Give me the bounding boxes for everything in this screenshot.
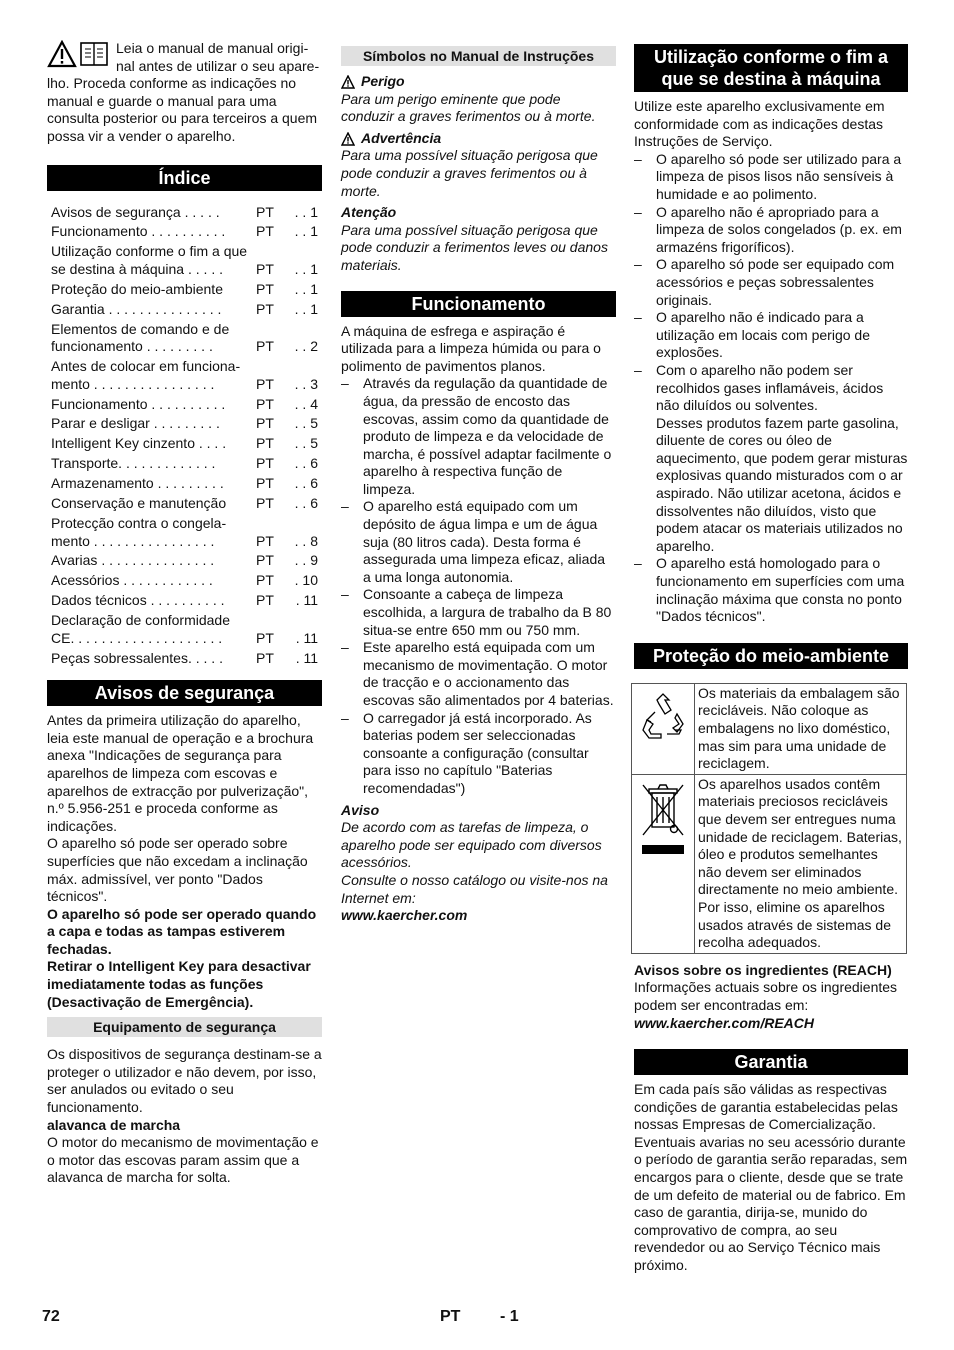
list-item: – Consoante a cabeça de limpeza escolhida, a largura de trabalho da B 80 situa-se entre 650 mm ou 750 mm. <box>341 586 616 639</box>
toc-language: PT <box>256 260 274 277</box>
toc-row[interactable] <box>47 552 322 570</box>
toc-title: Avisos de segurança . . . . . <box>51 203 220 220</box>
toc-page: . . 4 <box>294 395 318 412</box>
column-right <box>634 40 908 1275</box>
toc-page: . 11 <box>295 592 318 609</box>
danger-label-row <box>341 73 616 91</box>
toc-page: . . 1 <box>294 203 318 220</box>
toc-language: PT <box>256 435 274 452</box>
toc-page: . 10 <box>294 572 318 589</box>
intro-line-2: nal antes de utilizar o seu apare- <box>116 57 320 74</box>
list-item: – O aparelho está homologado para o funcionamento em superfícies com uma inclinação máxima que consta no ponto "Dados técnicos". <box>634 555 908 625</box>
toc-row[interactable] <box>47 650 322 668</box>
toc-language: PT <box>256 223 274 240</box>
warning-text: Para uma possível situação perigosa que pode conduzir a graves ferimentos ou à morte. <box>341 147 598 199</box>
toc-title: Garantia . . . . . . . . . . . . . . . <box>51 300 222 317</box>
page-number: 72 <box>42 1308 60 1325</box>
symbols-heading: Símbolos no Manual de Instruções <box>341 46 616 66</box>
toc-page: . . 9 <box>294 552 318 569</box>
toc-page: . . 6 <box>294 475 318 492</box>
toc-page: . . 6 <box>294 495 318 512</box>
toc-row[interactable] <box>47 358 322 393</box>
toc-page: . . 2 <box>294 338 318 355</box>
toc-page: . . 5 <box>294 435 318 452</box>
toc-title: Declaração de conformidade CE. . . . . . . . . . . . . . . . . . . . <box>51 612 230 646</box>
toc-page: . . 3 <box>294 375 318 392</box>
warning-triangle-icon <box>341 75 355 89</box>
intro-text: lho. Proceda conforme as indicações no manual e guarde o manual para uma consulta posterior ou para terceiros a quem possa vir a vender o aparelho. <box>47 75 318 144</box>
toc-language: PT <box>256 375 274 392</box>
toc-title: Acessórios . . . . . . . . . . . . <box>51 572 213 589</box>
toc-language: PT <box>256 203 274 220</box>
toc-language: PT <box>256 552 274 569</box>
toc-title: Peças sobressalentes. . . . . <box>51 649 223 666</box>
toc-title: Utilização conforme o fim a que se destina à máquina . . . . . <box>51 243 248 277</box>
toc-title: Dados técnicos . . . . . . . . . . <box>51 592 225 609</box>
warning-label: Advertência <box>361 129 442 146</box>
safety-paragraph-2: O aparelho só pode ser operado sobre superfícies que não excedam a inclinação máx. admissível, ver ponto "Dados técnicos". <box>47 835 308 905</box>
environment-table <box>631 683 907 954</box>
toc-title: Parar e desligar . . . . . . . . . <box>51 415 220 432</box>
toc-row[interactable] <box>47 396 322 414</box>
toc-title: Transporte. . . . . . . . . . . . . <box>51 455 216 472</box>
function-heading: Funcionamento <box>341 291 616 317</box>
warning-manual-icon <box>47 40 113 74</box>
toc-heading: Índice <box>47 165 322 191</box>
note-text-2: Consulte o nosso catálogo ou visite-nos na Internet em: <box>341 871 608 906</box>
warning-label-row <box>341 130 616 148</box>
toc-row[interactable] <box>47 301 322 319</box>
toc-row[interactable] <box>47 592 322 610</box>
toc-language: PT <box>256 338 274 355</box>
weee-icon-cell <box>632 774 695 953</box>
list-item: – Este aparelho está equipada com um mecanismo de movimentação. O motor de tracção e o accionamento das escovas são alimentados por 4 baterias. <box>341 639 616 709</box>
warranty-text: Em cada país são válidas as respectivas condições de garantia estabelecidas pelas nossas Empresas de Comercialização. Eventuais avarias no seu acessório durante o período de garantia serão reparadas, sem encargos para o cliente, desde que se trate de um defeito de material ou de fabrico. Em caso de garantia, dirija-se, munido do comprovativo de compra, ao seu revendedor ou ao Serviço Técnico mais próximo. <box>634 1081 908 1274</box>
lever-paragraph: O motor do mecanismo de movimentação e o motor das escovas param assim que a alavanca de marcha for solta. <box>47 1134 319 1186</box>
intro-line-1: Leia o manual de manual origi- <box>116 40 309 56</box>
reach-url[interactable]: www.kaercher.com/REACH <box>634 1014 814 1031</box>
toc-row[interactable] <box>47 243 322 278</box>
toc-page: . . 1 <box>294 260 318 277</box>
caution-label: Atenção <box>341 204 397 221</box>
toc-page: . . 5 <box>294 415 318 432</box>
toc-page: . 11 <box>295 649 318 666</box>
safety-heading: Avisos de segurança <box>47 680 322 706</box>
crossed-bin-icon <box>638 781 688 857</box>
danger-text: Para um perigo eminente que pode conduzir a graves ferimentos ou à morte. <box>341 90 596 125</box>
toc-language: PT <box>256 455 274 472</box>
toc-row[interactable] <box>47 281 322 299</box>
equipment-paragraph: Os dispositivos de segurança destinam-se a proteger o utilizador e não devem, por isso, ser anulados ou evitado o seu funcionamento. <box>47 1046 322 1116</box>
toc-language: PT <box>256 280 274 297</box>
toc-title: Elementos de comando e de funcionamento . . . . . . . . . <box>51 320 230 355</box>
recycle-icon <box>637 690 689 748</box>
environment-heading: Proteção do meio-ambiente <box>634 643 908 669</box>
toc-language: PT <box>256 572 274 589</box>
reach-text: Informações actuais sobre os ingredientes podem ser encontradas em: <box>634 979 898 1013</box>
reach-heading: Avisos sobre os ingredientes (REACH) <box>634 961 892 978</box>
intended-use-list <box>634 151 908 415</box>
list-item: – O aparelho só pode ser equipado com acessórios e peças sobressalentes originais. <box>634 256 908 309</box>
list-item: – O aparelho só pode ser utilizado para a limpeza de pisos lisos não sensíveis à humidade e ao polimento. <box>634 151 908 204</box>
toc-language: PT <box>256 415 274 432</box>
safety-paragraph-1: Antes da primeira utilização do aparelho, leia este manual de operação e a brochura anexa "Indicações de segurança para aparelhos de limpeza com escovas e aparelhos de extracção por pulverização", n.º 5.956-251 e proceda conforme as indicações. <box>47 712 314 834</box>
danger-label: Perigo <box>361 73 405 89</box>
toc-title: Proteção do meio-ambiente <box>51 280 223 297</box>
toc-title: Avarias . . . . . . . . . . . . . . . <box>51 552 215 569</box>
toc-row[interactable] <box>47 455 322 473</box>
toc-title: Conservação e manutenção <box>51 495 227 512</box>
recycle-text: Os materiais da embalagem são recicláveis. Não coloque as embalagens no lixo doméstico, mas sim para uma unidade de reciclagem. <box>695 683 907 774</box>
toc-page: . . 6 <box>294 455 318 472</box>
list-item: – Através da regulação da quantidade de água, da pressão de encosto das escovas, assim como da quantidade de produto de limpeza e da velocidade de marcha, é possível adaptar facilmente o aparelho à respectiva função de limpeza. <box>341 375 616 498</box>
toc-row[interactable] <box>47 572 322 590</box>
intended-use-heading: Utilização conforme o fim a que se destina à máquina <box>634 44 908 92</box>
equipment-heading: Equipamento de segurança <box>47 1017 322 1037</box>
toc-title: Funcionamento . . . . . . . . . . <box>51 223 226 240</box>
toc-language: PT <box>256 395 274 412</box>
safety-bold-2: Retirar o Intelligent Key para desactivar imediatamente todas as funções (Desactivação de Emergência). <box>47 958 311 1010</box>
toc-page: . . 1 <box>294 223 318 240</box>
intended-use-continuation: Desses produtos fazem parte gasolina, diluente de cores ou óleo de aquecimento, que podem gerar misturas explosivas quando misturados com o ar aspirado. Não utilizar acetona, ácidos e dissolventes não diluídos, visto que podem atacar os materiais utilizados no aparelho. <box>656 414 908 554</box>
footer-sub-page: - 1 <box>500 1308 519 1325</box>
toc-title: Protecção contra o congela- mento . . . . . . . . . . . . . . . . <box>51 514 227 549</box>
list-item: – O aparelho não é apropriado para a limpeza de solos congelados (p. ex. em armazéns frigoríficos). <box>634 204 908 257</box>
toc-row[interactable] <box>47 223 322 241</box>
lever-heading: alavanca de marcha <box>47 1116 181 1133</box>
toc-row[interactable] <box>47 435 322 453</box>
list-item: – O aparelho não é indicado para a utilização em locais com perigo de explosões. <box>634 309 908 362</box>
toc-language: PT <box>256 495 274 512</box>
list-item: – O carregador já está incorporado. As baterias podem ser seleccionadas consoante a configuração (consultar para isso no capítulo "Baterias recomendadas") <box>341 710 616 798</box>
warning-triangle-icon <box>341 132 355 146</box>
intended-use-intro: Utilize este aparelho exclusivamente em conformidade com as indicações destas Instruções de Serviço. <box>634 98 885 150</box>
toc-title: Armazenamento . . . . . . . . . <box>51 475 224 492</box>
column-middle <box>341 40 616 925</box>
toc-language: PT <box>256 649 274 666</box>
toc-page: . . 1 <box>294 300 318 317</box>
toc-language: PT <box>256 532 274 549</box>
toc-row[interactable] <box>47 612 322 647</box>
caution-text: Para uma possível situação perigosa que pode conduzir a ferimentos leves ou danos materiais. <box>341 221 608 273</box>
toc-language: PT <box>256 300 274 317</box>
toc-title: Intelligent Key cinzento . . . . <box>51 435 227 452</box>
note-url[interactable]: www.kaercher.com <box>341 907 468 924</box>
function-list <box>341 375 616 797</box>
toc-row[interactable] <box>47 321 322 356</box>
toc-row[interactable] <box>47 204 322 222</box>
list-item: – O aparelho está equipado com um depósito de água limpa e um de água suja (80 litros cada). Desta forma é assegurada uma limpeza eficaz, aliada a uma longa autonomia. <box>341 498 616 586</box>
toc-page: . . 8 <box>294 532 318 549</box>
weee-text: Os aparelhos usados contêm materiais preciosos recicláveis que devem ser entregues numa unidade de reciclagem. Baterias, óleo e produtos semelhantes não devem ser eliminados directamente no meio ambiente. Por isso, elimine os aparelhos usados através de sistemas de recolha adequados. <box>695 774 907 953</box>
footer-language: PT <box>440 1308 461 1325</box>
note-text-1: De acordo com as tarefas de limpeza, o aparelho pode ser equipado com diversos acessórios. <box>341 819 602 871</box>
toc-row[interactable] <box>47 515 322 550</box>
warranty-heading: Garantia <box>634 1049 908 1075</box>
column-left <box>47 40 322 1187</box>
toc-row[interactable] <box>47 415 322 433</box>
toc-title: Antes de colocar em funciona- mento . . . . . . . . . . . . . . . . <box>51 358 241 392</box>
toc-page: . . 1 <box>294 280 318 297</box>
recycle-icon-cell <box>632 683 695 774</box>
toc-row[interactable] <box>47 495 322 513</box>
intro-block <box>47 40 322 146</box>
toc-title: Funcionamento . . . . . . . . . . <box>51 395 226 412</box>
table-of-contents <box>47 204 322 668</box>
toc-language: PT <box>256 629 274 646</box>
function-intro: A máquina de esfrega e aspiração é utilizada para a limpeza húmida ou para o polimento de pavimentos planos. <box>341 322 601 374</box>
note-label: Aviso <box>341 801 380 818</box>
intended-use-list-last <box>634 555 908 625</box>
toc-language: PT <box>256 475 274 492</box>
toc-language: PT <box>256 592 274 609</box>
list-item: – Com o aparelho não podem ser recolhidos gases inflamáveis, ácidos não diluídos ou solventes. <box>634 362 908 415</box>
toc-page: . 11 <box>295 629 318 646</box>
toc-row[interactable] <box>47 475 322 493</box>
safety-bold-1: O aparelho só pode ser operado quando a capa e todas as tampas estiverem fechadas. <box>47 905 317 957</box>
